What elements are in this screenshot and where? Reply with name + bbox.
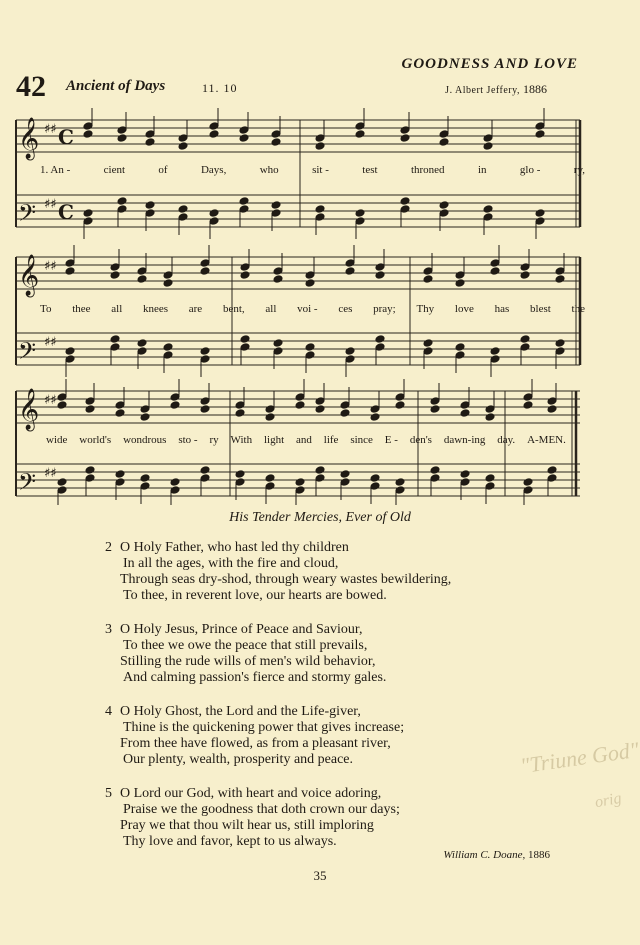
note-head <box>83 217 93 226</box>
page-number: 35 <box>313 868 327 883</box>
note-head <box>555 275 565 284</box>
lyric-syllable: wide <box>46 434 68 446</box>
note-head <box>375 343 385 352</box>
author-name: William C. Doane, <box>443 849 526 861</box>
note-head <box>140 474 150 483</box>
lyric-syllable: bent, <box>222 303 245 315</box>
note-head <box>235 409 245 418</box>
note-head <box>239 197 249 206</box>
note-head <box>547 466 557 475</box>
time-signature: C <box>58 125 74 149</box>
stanza-number: 3 <box>105 622 112 637</box>
note-head <box>430 466 440 475</box>
key-signature: ♯♯ <box>44 393 57 408</box>
stanza-number: 2 <box>105 540 112 555</box>
lyric-line-2 <box>40 303 585 315</box>
lyric-syllable: den's <box>409 434 432 446</box>
note-head <box>523 401 533 410</box>
note-head <box>110 335 120 344</box>
note-head <box>170 486 180 495</box>
lyric-syllable: day. <box>497 434 516 446</box>
note-head <box>340 401 350 410</box>
stanza-line: To thee we owe the peace that still prevails, <box>123 638 368 653</box>
note-head <box>370 482 380 491</box>
note-head <box>490 355 500 364</box>
stanza-line: Pray we that thou wilt hear us, still imploring <box>120 818 374 833</box>
stanza-3 <box>105 622 386 686</box>
lyric-line-3 <box>46 434 566 446</box>
lyric-syllable: test <box>362 164 378 176</box>
note-head <box>145 130 155 139</box>
note-head <box>145 138 155 147</box>
note-head <box>460 409 470 418</box>
composer-name: J. Albert Jeffery, <box>445 85 520 96</box>
note-head <box>345 355 355 364</box>
lyric-syllable: voi - <box>297 303 318 315</box>
note-head <box>209 217 219 226</box>
note-head <box>547 397 557 406</box>
lyric-syllable: 1. An - <box>40 164 71 176</box>
note-head <box>485 482 495 491</box>
lyric-syllable: ces <box>338 303 353 315</box>
note-head <box>423 275 433 284</box>
note-head <box>163 351 173 360</box>
lyric-syllable: are <box>188 303 203 315</box>
note-head <box>117 197 127 206</box>
hymn-number: 42 <box>16 70 46 103</box>
lyric-syllable: the <box>571 303 585 315</box>
note-head <box>117 126 127 135</box>
note-head <box>110 271 120 280</box>
lyric-syllable: since <box>350 434 373 446</box>
note-head <box>200 397 210 406</box>
note-head <box>439 209 449 218</box>
note-head <box>178 213 188 222</box>
treble-clef: 𝄞 <box>18 255 40 296</box>
note-head <box>235 478 245 487</box>
note-head <box>535 209 545 218</box>
lyric-syllable: light <box>263 434 285 446</box>
lyric-syllable: world's <box>79 434 112 446</box>
lyric-syllable: and <box>296 434 312 446</box>
note-head <box>460 401 470 410</box>
lyric-syllable: who <box>259 164 279 176</box>
key-signature: ♯♯ <box>44 259 57 274</box>
note-head <box>137 267 147 276</box>
section-title: GOODNESS AND LOVE <box>401 56 578 72</box>
note-head <box>375 271 385 280</box>
note-head <box>295 478 305 487</box>
pencil-annotation: "Triune God" <box>518 736 640 779</box>
note-head <box>315 466 325 475</box>
note-head <box>200 405 210 414</box>
note-head <box>273 347 283 356</box>
key-signature: ♯♯ <box>44 335 57 350</box>
note-head <box>355 217 365 226</box>
text-attribution <box>443 849 550 861</box>
note-head <box>345 267 355 276</box>
note-head <box>547 405 557 414</box>
note-head <box>345 347 355 356</box>
note-head <box>340 470 350 479</box>
lyric-syllable: sit - <box>312 164 329 176</box>
note-head <box>483 134 493 143</box>
note-head <box>439 201 449 210</box>
lyric-syllable: ry <box>209 434 219 446</box>
note-head <box>178 142 188 151</box>
stanza-line: Praise we the goodness that doth crown our days; <box>123 802 400 817</box>
stanza-line: O Holy Father, who hast led thy children <box>120 540 349 555</box>
note-head <box>375 263 385 272</box>
note-head <box>340 478 350 487</box>
note-head <box>57 393 67 402</box>
note-head <box>295 486 305 495</box>
note-head <box>145 201 155 210</box>
lyric-syllable: To <box>40 303 52 315</box>
note-head <box>137 339 147 348</box>
note-head <box>85 397 95 406</box>
note-head <box>395 393 405 402</box>
treble-clef: 𝄞 <box>18 389 40 430</box>
note-head <box>178 205 188 214</box>
lyric-syllable: ry, <box>573 164 585 176</box>
note-head <box>305 271 315 280</box>
note-head <box>555 267 565 276</box>
note-head <box>140 413 150 422</box>
note-head <box>200 474 210 483</box>
lyric-syllable: sto - <box>178 434 198 446</box>
note-head <box>137 275 147 284</box>
hymn-subtitle: His Tender Mercies, Ever of Old <box>229 510 411 525</box>
note-head <box>85 474 95 483</box>
key-signature: ♯♯ <box>44 122 57 137</box>
note-head <box>485 474 495 483</box>
note-head <box>200 347 210 356</box>
note-head <box>395 486 405 495</box>
note-head <box>85 405 95 414</box>
note-head <box>271 209 281 218</box>
note-head <box>305 351 315 360</box>
lyric-syllable: glo - <box>519 164 541 176</box>
note-head <box>57 486 67 495</box>
note-head <box>355 209 365 218</box>
stanza-line: Through seas dry-shod, through weary wastes bewildering, <box>120 572 452 587</box>
note-head <box>271 138 281 147</box>
note-head <box>240 343 250 352</box>
note-head <box>273 267 283 276</box>
note-head <box>240 263 250 272</box>
note-head <box>400 205 410 214</box>
note-head <box>170 401 180 410</box>
stanza-line: To thee, in reverent love, our hearts are bowed. <box>123 588 387 603</box>
tune-name: Ancient of Days <box>66 78 166 94</box>
note-head <box>271 130 281 139</box>
note-head <box>430 397 440 406</box>
note-head <box>490 259 500 268</box>
note-head <box>83 122 93 131</box>
note-head <box>65 347 75 356</box>
note-head <box>345 259 355 268</box>
note-head <box>490 347 500 356</box>
note-head <box>523 393 533 402</box>
note-head <box>315 397 325 406</box>
lyric-syllable: Thy <box>416 303 435 315</box>
lyric-syllable: love <box>454 303 474 315</box>
note-head <box>163 279 173 288</box>
note-head <box>265 405 275 414</box>
note-head <box>265 474 275 483</box>
note-head <box>57 478 67 487</box>
note-head <box>455 271 465 280</box>
note-head <box>240 335 250 344</box>
bass-clef: 𝄢 <box>18 199 37 232</box>
note-head <box>520 271 530 280</box>
lyric-syllable: wondrous <box>123 434 167 446</box>
stanza-line: O Holy Ghost, the Lord and the Life-giver, <box>120 704 361 719</box>
note-head <box>455 351 465 360</box>
note-head <box>65 355 75 364</box>
composer-year: 1886 <box>523 82 547 96</box>
note-head <box>163 271 173 280</box>
lyric-syllable: thee <box>72 303 91 315</box>
note-head <box>170 478 180 487</box>
note-head <box>370 474 380 483</box>
note-head <box>460 478 470 487</box>
note-head <box>423 267 433 276</box>
note-head <box>370 413 380 422</box>
note-head <box>483 205 493 214</box>
note-head <box>460 470 470 479</box>
note-head <box>523 478 533 487</box>
note-head <box>140 482 150 491</box>
note-head <box>209 130 219 139</box>
key-signature: ♯♯ <box>44 466 57 481</box>
note-head <box>117 134 127 143</box>
note-head <box>535 217 545 226</box>
lyric-syllable: cient <box>103 164 126 176</box>
note-head <box>315 474 325 483</box>
lyric-syllable: all <box>111 303 123 315</box>
note-head <box>137 347 147 356</box>
note-head <box>209 209 219 218</box>
stanza-4 <box>105 704 404 768</box>
note-head <box>115 409 125 418</box>
lyric-syllable: pray; <box>373 303 396 315</box>
note-head <box>265 413 275 422</box>
note-head <box>315 142 325 151</box>
note-head <box>430 474 440 483</box>
stanza-number: 4 <box>105 704 112 719</box>
note-head <box>400 134 410 143</box>
lyric-syllable: life <box>323 434 339 446</box>
lyric-syllable: With <box>230 434 253 446</box>
lyric-syllable: of <box>158 164 168 176</box>
stanza-line: From thee have flowed, as from a pleasant river, <box>120 736 391 751</box>
note-head <box>423 339 433 348</box>
lyric-syllable: A-MEN. <box>527 434 566 446</box>
note-head <box>455 343 465 352</box>
pencil-annotation-2: orig <box>593 789 623 812</box>
note-head <box>520 263 530 272</box>
note-head <box>535 122 545 131</box>
note-head <box>400 197 410 206</box>
lyric-syllable: knees <box>142 303 169 315</box>
lyric-syllable: all <box>265 303 277 315</box>
stanza-number: 5 <box>105 786 112 801</box>
stanza-line: Thine is the quickening power that gives increase; <box>123 720 405 735</box>
lyric-syllable: E - <box>384 434 398 446</box>
note-head <box>355 122 365 131</box>
key-signature: ♯♯ <box>44 197 57 212</box>
stanza-line: Stilling the rude wills of men's wild behavior, <box>120 654 376 669</box>
note-head <box>115 478 125 487</box>
note-head <box>239 205 249 214</box>
lyric-syllable: dawn-ing <box>443 434 486 446</box>
time-signature: C <box>58 200 74 224</box>
lyric-syllable: throned <box>410 164 445 176</box>
note-head <box>355 130 365 139</box>
note-head <box>239 134 249 143</box>
note-head <box>523 486 533 495</box>
author-year: 1886 <box>528 849 550 861</box>
note-head <box>115 470 125 479</box>
note-head <box>370 405 380 414</box>
meter: 11. 10 <box>202 81 238 95</box>
lyric-syllable: Days, <box>200 164 227 176</box>
stanza-line: And calming passion's fierce and stormy gales. <box>123 670 387 685</box>
note-head <box>83 209 93 218</box>
stanza-2 <box>105 540 451 604</box>
note-head <box>315 213 325 222</box>
note-head <box>395 478 405 487</box>
note-head <box>200 355 210 364</box>
stanza-line: O Holy Jesus, Prince of Peace and Saviour, <box>120 622 363 637</box>
note-head <box>235 401 245 410</box>
note-head <box>163 343 173 352</box>
note-head <box>65 267 75 276</box>
note-head <box>110 343 120 352</box>
note-head <box>483 213 493 222</box>
note-head <box>178 134 188 143</box>
note-head <box>490 267 500 276</box>
note-head <box>240 271 250 280</box>
note-head <box>140 405 150 414</box>
note-head <box>315 134 325 143</box>
note-head <box>455 279 465 288</box>
note-head <box>375 335 385 344</box>
note-head <box>485 405 495 414</box>
note-head <box>295 401 305 410</box>
note-head <box>520 335 530 344</box>
note-head <box>117 205 127 214</box>
note-head <box>273 275 283 284</box>
note-head <box>235 470 245 479</box>
note-head <box>555 347 565 356</box>
note-head <box>535 130 545 139</box>
note-head <box>170 393 180 402</box>
lyric-syllable: in <box>477 164 487 176</box>
note-head <box>483 142 493 151</box>
note-head <box>439 130 449 139</box>
bass-clef: 𝄢 <box>18 337 37 370</box>
note-head <box>485 413 495 422</box>
bass-clef: 𝄢 <box>18 468 37 501</box>
note-head <box>200 259 210 268</box>
lyric-syllable: blest <box>530 303 551 315</box>
note-head <box>400 126 410 135</box>
lyric-line-1 <box>40 164 585 176</box>
note-head <box>265 482 275 491</box>
lyric-syllable: has <box>494 303 510 315</box>
note-head <box>57 401 67 410</box>
note-head <box>305 343 315 352</box>
note-head <box>273 339 283 348</box>
note-head <box>395 401 405 410</box>
note-head <box>209 122 219 131</box>
note-head <box>295 393 305 402</box>
note-head <box>315 405 325 414</box>
note-head <box>520 343 530 352</box>
note-head <box>145 209 155 218</box>
note-head <box>430 405 440 414</box>
note-head <box>65 259 75 268</box>
stanza-5 <box>105 786 400 850</box>
note-head <box>200 466 210 475</box>
note-head <box>315 205 325 214</box>
note-head <box>305 279 315 288</box>
note-head <box>83 130 93 139</box>
note-head <box>200 267 210 276</box>
note-head <box>110 263 120 272</box>
stanza-line: In all the ages, with the fire and cloud, <box>123 556 339 571</box>
note-head <box>115 401 125 410</box>
note-head <box>340 409 350 418</box>
note-head <box>423 347 433 356</box>
note-head <box>439 138 449 147</box>
stanza-line: Thy love and favor, kept to us always. <box>123 834 337 849</box>
stanza-line: O Lord our God, with heart and voice adoring, <box>120 786 382 801</box>
stanza-line: Our plenty, wealth, prosperity and peace. <box>123 752 354 767</box>
note-head <box>85 466 95 475</box>
treble-clef: 𝄞 <box>18 118 40 159</box>
note-head <box>271 201 281 210</box>
note-head <box>547 474 557 483</box>
note-head <box>239 126 249 135</box>
note-head <box>555 339 565 348</box>
